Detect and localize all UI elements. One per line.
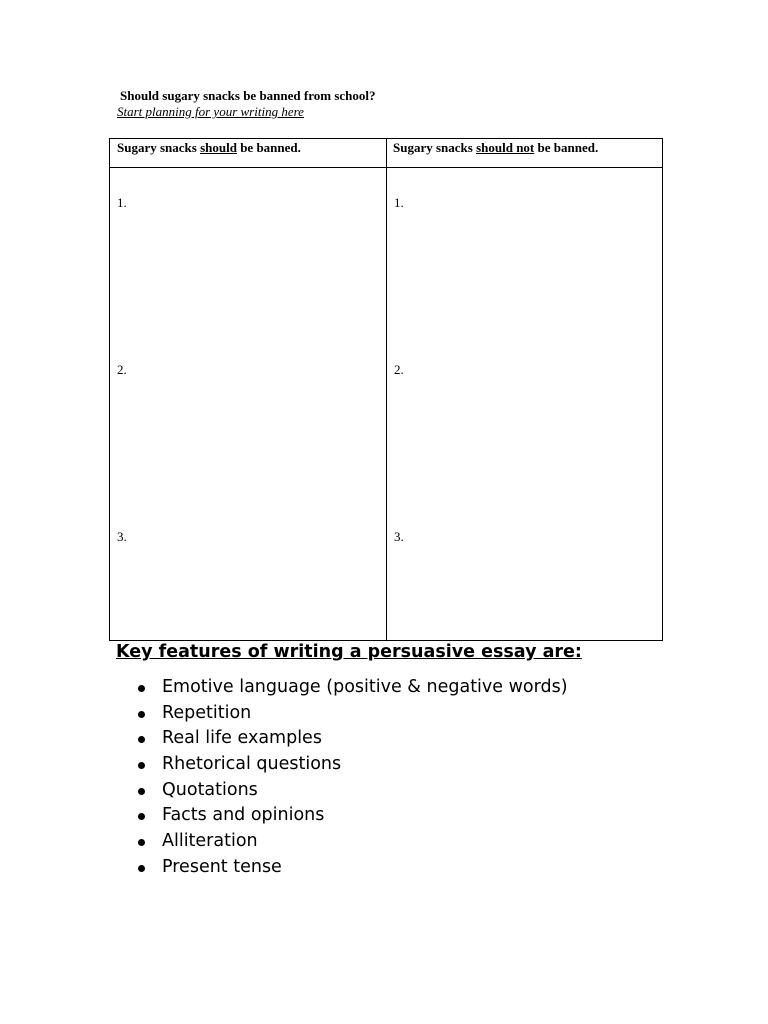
feature-text: Repetition (162, 702, 252, 723)
worksheet-question: Should sugary snacks be banned from school? (120, 88, 376, 103)
bullet-icon (138, 762, 145, 769)
feature-text: Quotations (162, 779, 258, 800)
bullet-icon (138, 813, 145, 820)
right-point-2: 2. (394, 362, 404, 377)
column-divider (386, 139, 387, 640)
left-point-1: 1. (117, 195, 127, 210)
bullet-icon (138, 685, 145, 692)
header-left-emphasis: should (200, 140, 237, 155)
feature-text: Alliteration (162, 831, 258, 852)
list-item (136, 778, 568, 804)
list-item (136, 752, 568, 778)
features-heading: Key features of writing a persuasive essay are: (116, 642, 582, 662)
header-left-after: be banned. (236, 140, 301, 155)
header-should-not-be-banned (393, 140, 598, 156)
list-item (136, 829, 568, 855)
features-list (136, 675, 568, 881)
left-point-3: 3. (117, 529, 127, 544)
feature-text: Rhetorical questions (162, 754, 342, 775)
planning-instruction: Start planning for your writing here (117, 104, 304, 119)
list-item (136, 701, 568, 727)
header-divider (110, 167, 662, 168)
bullet-icon (138, 711, 145, 718)
bullet-icon (138, 839, 145, 846)
list-item (136, 803, 568, 829)
feature-text: Facts and opinions (162, 805, 325, 826)
feature-text: Present tense (162, 856, 282, 877)
feature-text: Real life examples (162, 728, 322, 749)
bullet-icon (138, 736, 145, 743)
list-item (136, 855, 568, 881)
list-item (136, 675, 568, 701)
header-left-before: Sugary snacks (117, 140, 201, 155)
right-point-3: 3. (394, 529, 404, 544)
bullet-icon (138, 865, 145, 872)
planning-table (109, 138, 663, 641)
header-right-before: Sugary snacks (393, 140, 477, 155)
bullet-icon (138, 788, 145, 795)
header-right-emphasis: should not (476, 140, 535, 155)
list-item (136, 726, 568, 752)
feature-text: Emotive language (positive & negative words) (162, 677, 568, 697)
header-should-be-banned (117, 140, 301, 156)
header-right-after: be banned. (534, 140, 599, 155)
right-point-1: 1. (394, 195, 404, 210)
left-point-2: 2. (117, 362, 127, 377)
